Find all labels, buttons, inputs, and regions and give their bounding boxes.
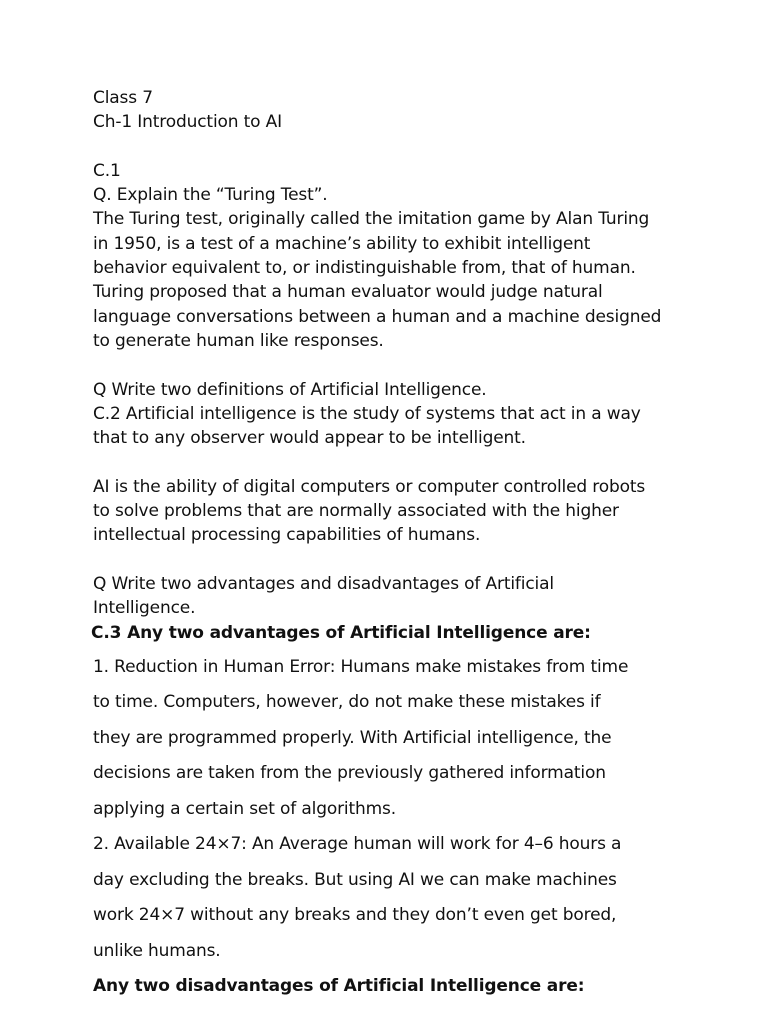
question-ai-definitions: Q Write two definitions of Artificial Intelligence. (93, 379, 487, 400)
answer-line: intellectual processing capabilities of humans. (93, 525, 481, 546)
answer-line: behavior equivalent to, or indistinguishable from, that of human. (93, 258, 636, 279)
answer-line: to solve problems that are normally associated with the higher (93, 501, 619, 522)
spacer (93, 548, 693, 572)
answer-line: Turing proposed that a human evaluator would judge natural (93, 282, 603, 303)
advantage-line: decisions are taken from the previously gathered information (93, 763, 606, 784)
disadvantages-heading: Any two disadvantages of Artificial Intelligence are: (93, 976, 585, 997)
section-label-c1: C.1 (93, 160, 121, 181)
class-label: Class 7 (93, 88, 153, 108)
ai-definition-2 (93, 475, 693, 548)
spacer (93, 450, 693, 474)
advantage-line: day excluding the breaks. But using AI we can make machines (93, 869, 617, 890)
answer-line: language conversations between a human and a machine designed (93, 306, 662, 327)
answer-line: to generate human like responses. (93, 330, 384, 351)
answer-line: AI is the ability of digital computers or computer controlled robots (93, 476, 646, 497)
ai-definition-1 (93, 402, 693, 451)
answer-turing-test (93, 207, 693, 353)
advantage-line: they are programmed properly. With Artificial intelligence, the (93, 727, 612, 748)
answer-line: that to any observer would appear to be intelligent. (93, 428, 526, 449)
advantage-line: work 24×7 without any breaks and they don’t even get bored, (93, 905, 617, 926)
question-line: Intelligence. (93, 598, 196, 619)
answer-line: in 1950, is a test of a machine’s ability to exhibit intelligent (93, 233, 591, 254)
advantages-heading: C.3 Any two advantages of Artificial Intelligence are: (91, 622, 591, 643)
answer-line: C.2 Artificial intelligence is the study of systems that act in a way (93, 403, 641, 424)
advantage-line: 2. Available 24×7: An Average human will work for 4–6 hours a (93, 834, 622, 855)
advantage-line: to time. Computers, however, do not make these mistakes if (93, 692, 601, 713)
chapter-title: Ch-1 Introduction to AI (93, 112, 283, 133)
answer-line: The Turing test, originally called the imitation game by Alan Turing (93, 209, 650, 230)
advantage-line: unlike humans. (93, 940, 221, 961)
advantages-list (93, 650, 693, 970)
question-advantages-disadvantages (93, 572, 693, 621)
question-turing-test: Q. Explain the “Turing Test”. (93, 185, 328, 206)
spacer (93, 135, 693, 159)
document-page (93, 86, 693, 1005)
spacer (93, 353, 693, 377)
advantage-line: 1. Reduction in Human Error: Humans make mistakes from time (93, 656, 629, 677)
advantage-line: applying a certain set of algorithms. (93, 798, 397, 819)
question-line: Q Write two advantages and disadvantages of Artificial (93, 573, 554, 594)
